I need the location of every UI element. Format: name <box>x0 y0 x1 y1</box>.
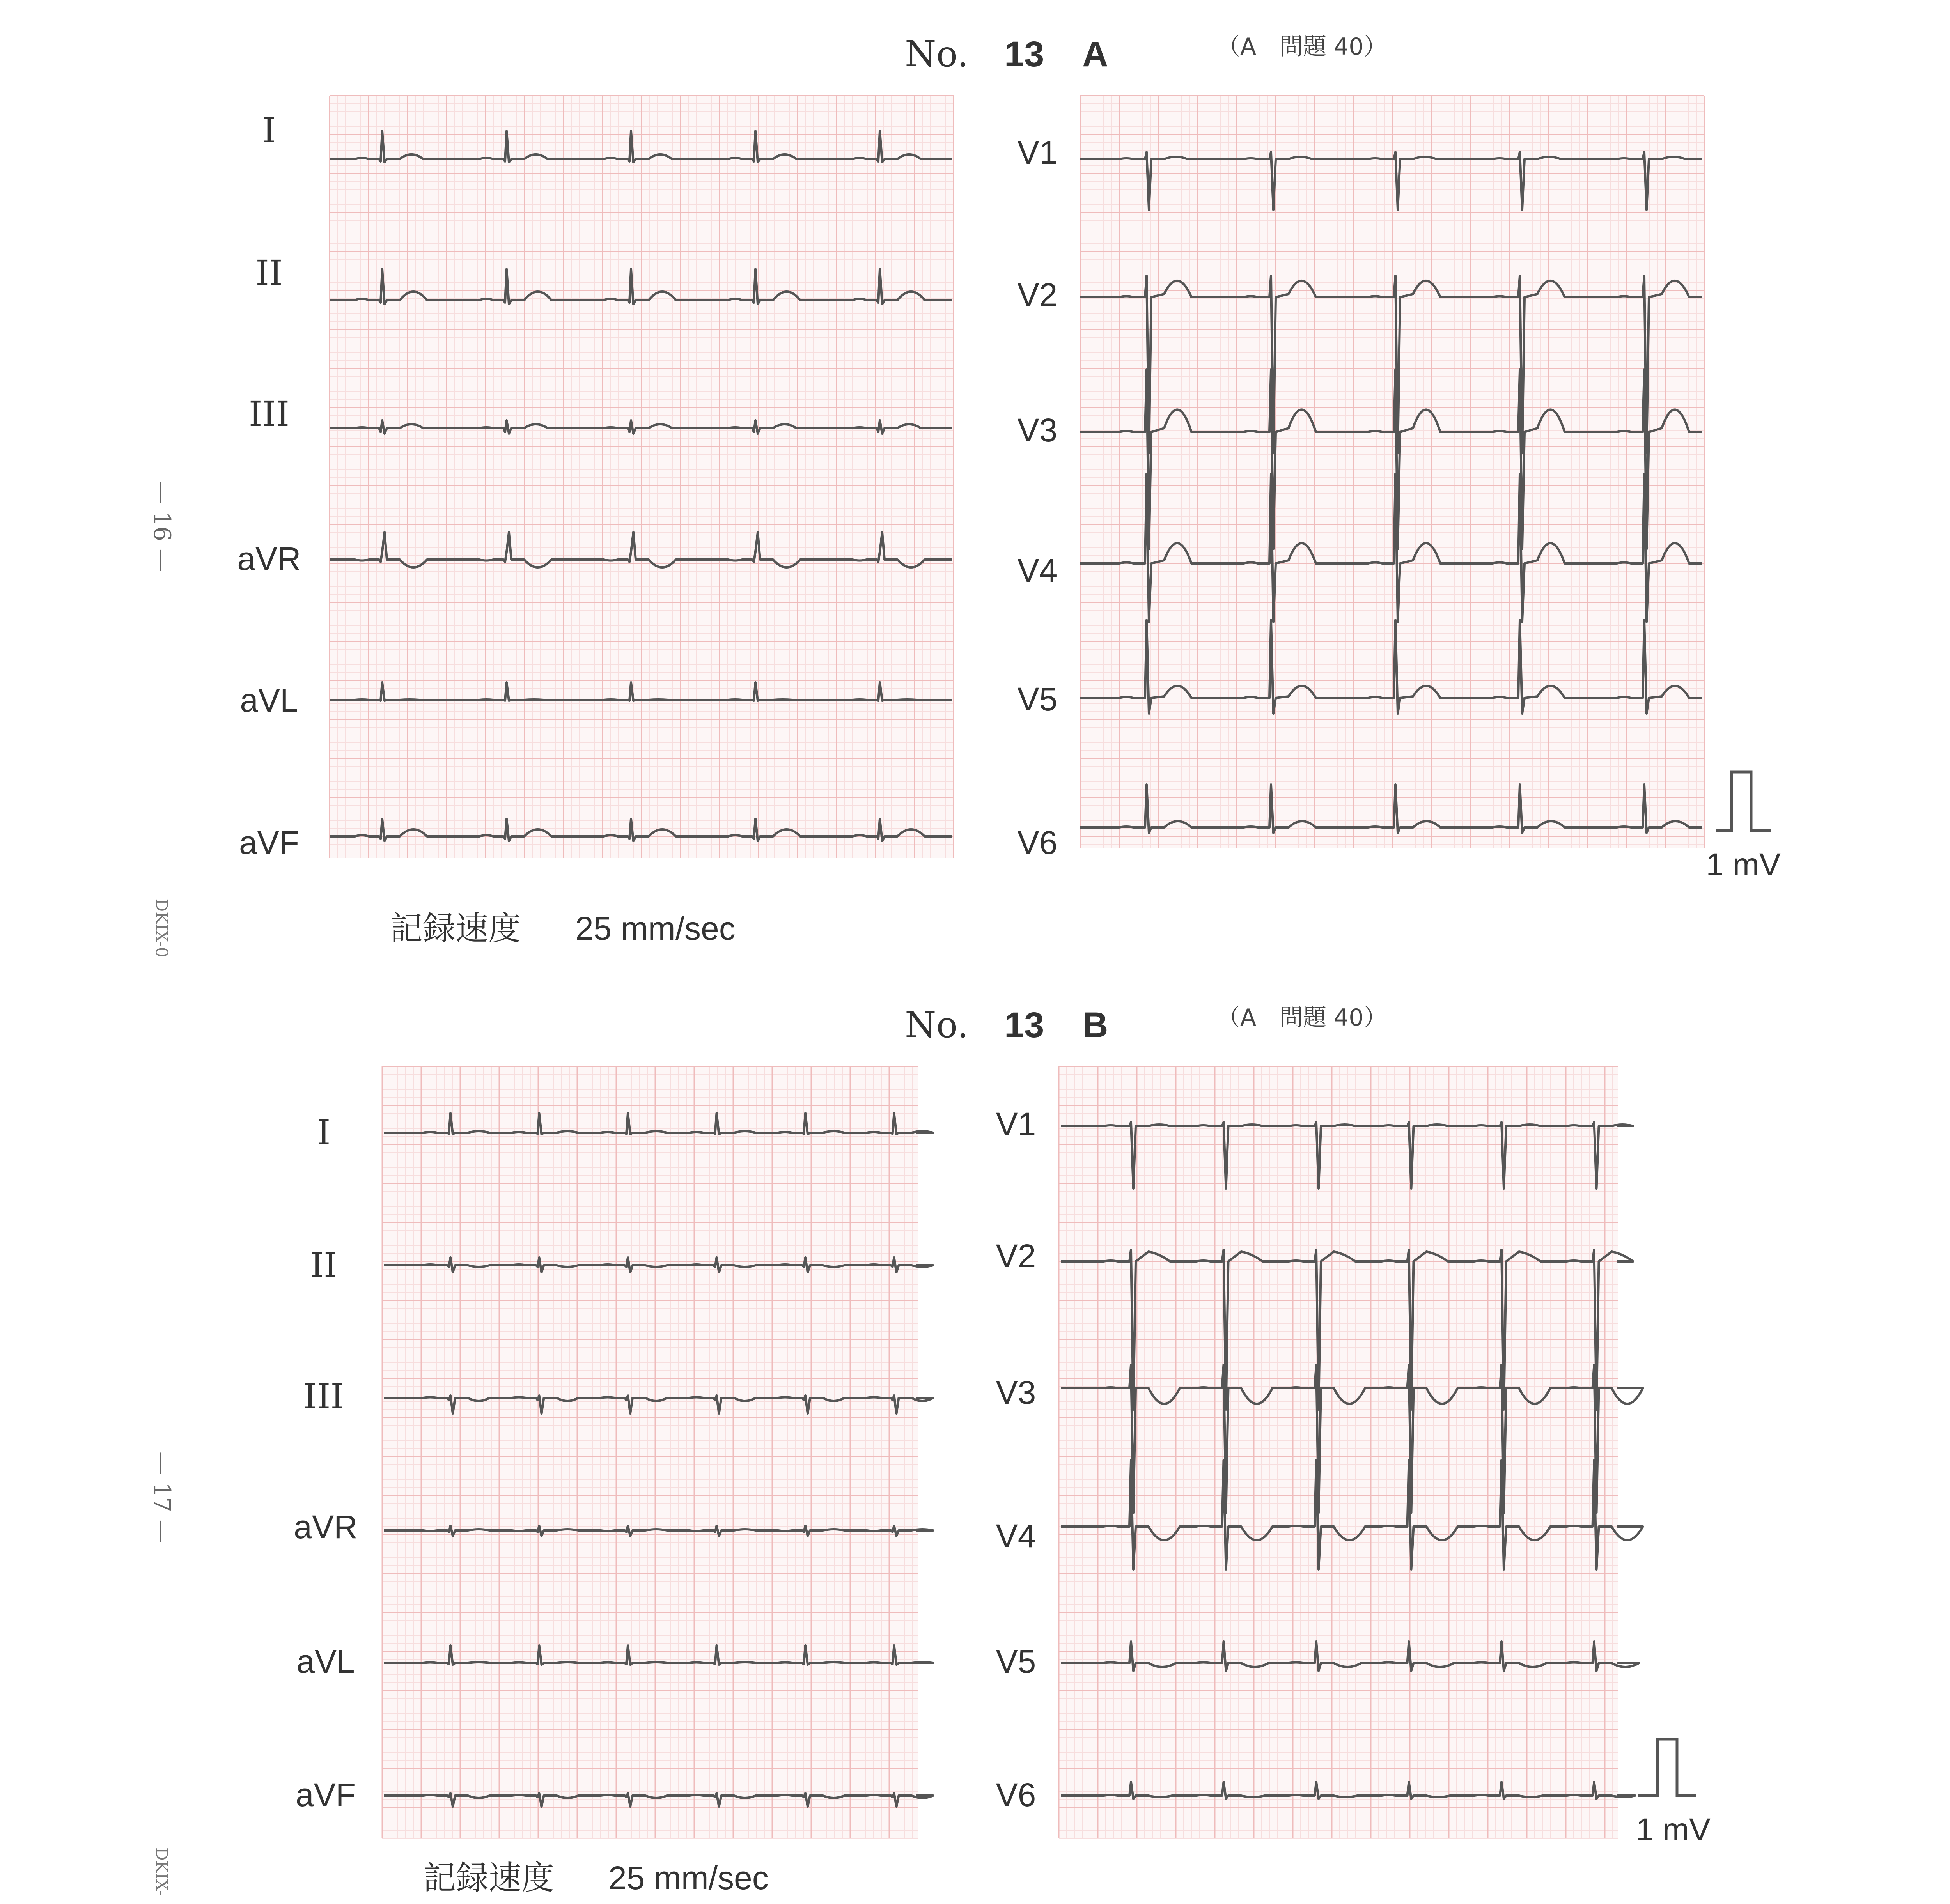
lead-label-b-II: II <box>310 1245 337 1285</box>
panel-a-calibration-label: 1 mV <box>1706 847 1781 882</box>
lead-label-a-II: II <box>255 253 283 293</box>
lead-label-b-aVL: aVL <box>296 1643 355 1680</box>
side-page-number-top: — 16 — <box>148 480 176 572</box>
panel-b-chest-grid <box>1059 1066 1618 1838</box>
panel-b <box>294 1004 1711 1897</box>
lead-label-b-aVR: aVR <box>294 1509 358 1545</box>
panel-a <box>237 33 1781 948</box>
lead-label-b-aVF: aVF <box>295 1776 356 1813</box>
lead-label-a-V4: V4 <box>1017 552 1058 589</box>
lead-label-a-aVR: aVR <box>237 540 301 577</box>
lead-label-a-aVL: aVL <box>240 682 298 719</box>
lead-label-b-V6: V6 <box>996 1776 1036 1813</box>
lead-label-b-V4: V4 <box>996 1518 1036 1554</box>
panel-b-calibration-pulse <box>1638 1739 1696 1796</box>
lead-label-b-V1: V1 <box>996 1106 1036 1142</box>
panel-b-calibration-label: 1 mV <box>1636 1812 1711 1847</box>
lead-label-a-V2: V2 <box>1017 276 1058 313</box>
lead-label-a-V5: V5 <box>1017 681 1058 717</box>
panel-a-speed-value: 25 mm/sec <box>575 910 736 947</box>
side-code-top: DKIX-0 <box>152 898 171 958</box>
panel-b-question-ref: （A 問題 40） <box>1217 1004 1387 1031</box>
panel-b-speed-label: 記録速度 <box>423 1859 555 1897</box>
lead-label-a-I: I <box>262 110 276 151</box>
lead-label-a-V1: V1 <box>1017 134 1058 171</box>
panel-a-speed-label: 記録速度 <box>390 909 521 948</box>
lead-label-a-aVF: aVF <box>239 824 300 861</box>
panel-a-question-ref: （A 問題 40） <box>1217 33 1387 60</box>
panel-a-number: 13 <box>1004 34 1044 74</box>
side-code-bottom: DKIX- <box>152 1847 171 1896</box>
panel-a-no-label: No. <box>905 33 969 75</box>
panel-a-limb-grid <box>330 96 954 858</box>
panel-a-calibration-pulse <box>1716 772 1771 831</box>
lead-label-b-V3: V3 <box>996 1374 1036 1411</box>
panel-b-speed-value: 25 mm/sec <box>608 1860 769 1896</box>
lead-label-b-I: I <box>317 1112 331 1153</box>
panel-a-letter: A <box>1082 34 1108 74</box>
lead-label-a-V3: V3 <box>1017 412 1058 448</box>
panel-b-no-label: No. <box>905 1004 969 1046</box>
panel-b-letter: B <box>1082 1005 1108 1045</box>
lead-label-b-III: III <box>303 1376 344 1417</box>
lead-label-b-V5: V5 <box>996 1643 1036 1680</box>
panel-a-chest-grid <box>1080 96 1704 848</box>
side-page-number-bottom: — 17 — <box>148 1451 176 1543</box>
panel-b-number: 13 <box>1004 1005 1044 1045</box>
lead-label-b-V2: V2 <box>996 1238 1036 1274</box>
lead-label-a-V6: V6 <box>1017 824 1058 861</box>
lead-label-a-III: III <box>248 394 290 434</box>
panel-b-limb-grid <box>382 1066 918 1838</box>
